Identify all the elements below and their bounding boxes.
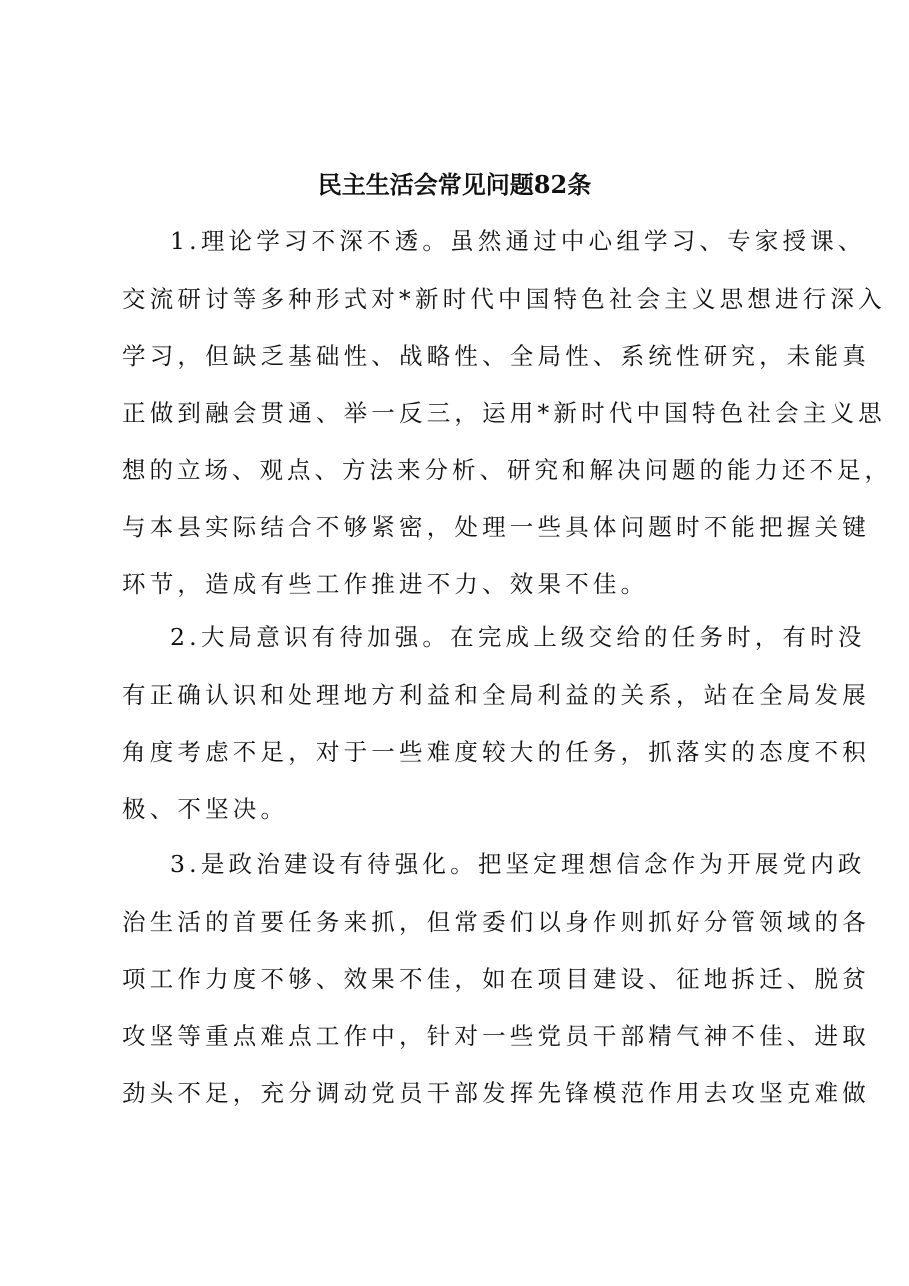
paragraph-3-line-1: 3.是政治建设有待强化。把坚定理想信念作为开展党内政 xyxy=(170,850,866,878)
paragraph-3-line-5: 劲头不足，充分调动党员干部发挥先锋模范作用去攻坚克难做 xyxy=(122,1079,870,1107)
paragraph-2-line-4: 极、不坚决。 xyxy=(122,795,289,823)
paragraph-3-line-4: 攻坚等重点难点工作中，针对一些党员干部精气神不佳、进取 xyxy=(122,1022,870,1050)
paragraph-1-line-4: 正做到融会贯通、举一反三，运用*新时代中国特色社会主义思 xyxy=(122,399,886,427)
page-title: 民主生活会常见问题82条 xyxy=(317,170,592,199)
paragraph-1-line-3: 学习，但缺乏基础性、战略性、全局性、系统性研究，未能真 xyxy=(122,342,870,370)
paragraph-1-line-6: 与本县实际结合不够紧密，处理一些具体问题时不能把握关键 xyxy=(122,513,870,541)
paragraph-2-line-2: 有正确认识和处理地方利益和全局利益的关系，站在全局发展 xyxy=(122,681,870,709)
paragraph-2-line-3: 角度考虑不足，对于一些难度较大的任务，抓落实的态度不积 xyxy=(122,738,870,766)
paragraph-1-line-1: 1.理论学习不深不透。虽然通过中心组学习、专家授课、 xyxy=(170,227,866,255)
paragraph-1-line-7: 环节，造成有些工作推进不力、效果不佳。 xyxy=(122,570,649,598)
paragraph-1-line-5: 想的立场、观点、方法来分析、研究和解决问题的能力还不足， xyxy=(122,456,892,484)
paragraph-1-line-2: 交流研讨等多种形式对*新时代中国特色社会主义思想进行深入 xyxy=(122,285,886,313)
paragraph-3-line-3: 项工作力度不够、效果不佳，如在项目建设、征地拆迁、脱贫 xyxy=(122,965,870,993)
paragraph-2-line-1: 2.大局意识有待加强。在完成上级交给的任务时，有时没 xyxy=(170,623,866,651)
paragraph-3-line-2: 治生活的首要任务来抓，但常委们以身作则抓好分管领域的各 xyxy=(122,908,870,936)
